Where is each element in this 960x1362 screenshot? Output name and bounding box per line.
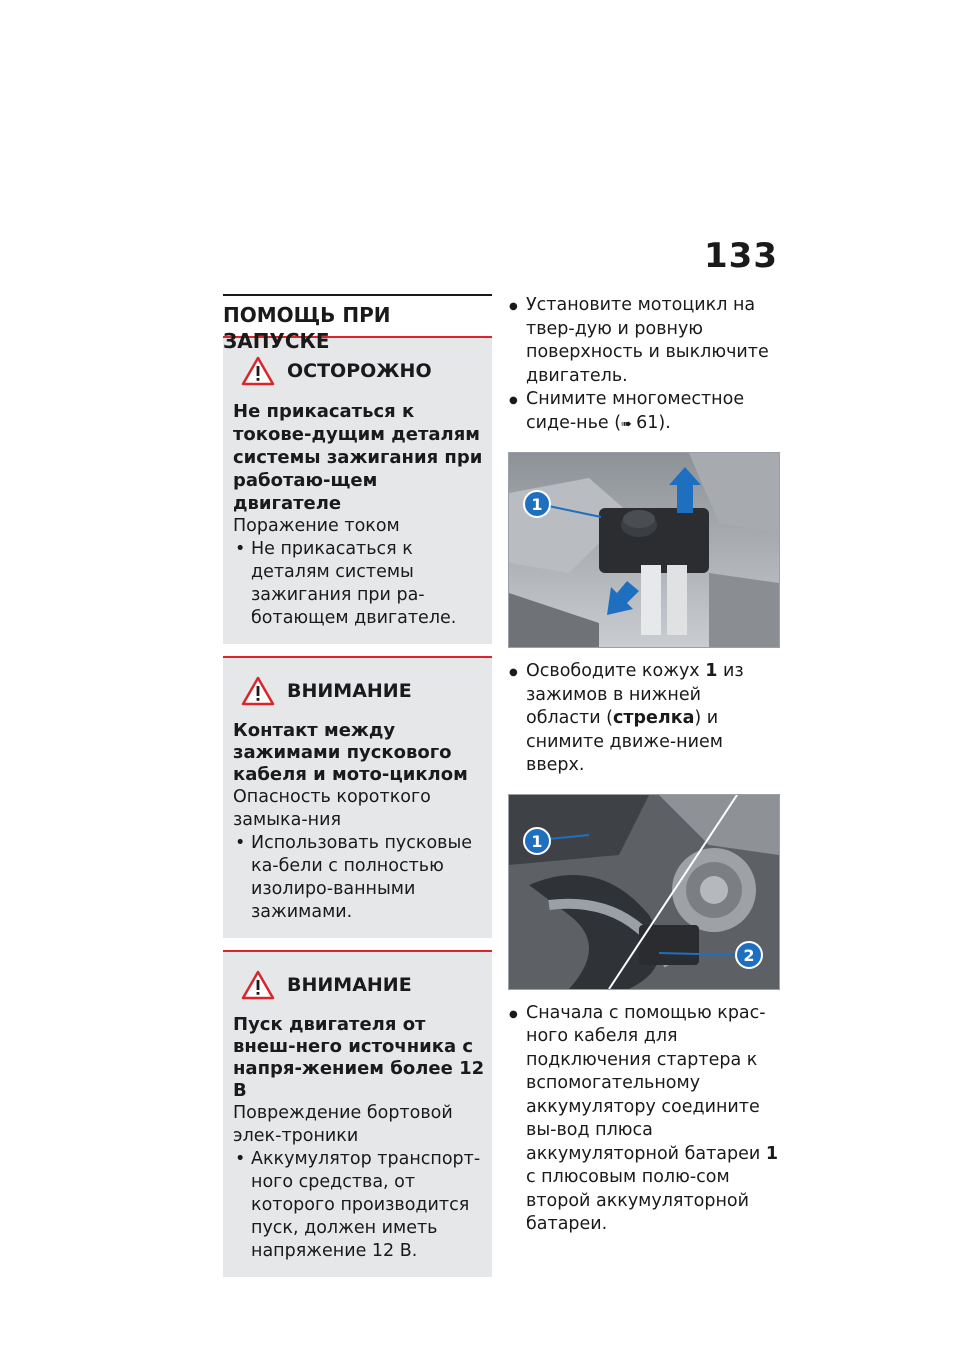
step-text: с плюсовым полю-сом второй аккумуляторной батареи. (526, 1167, 749, 1234)
warning-header (241, 354, 486, 388)
warning-headline: Контакт между зажимами пускового кабеля и мото-циклом (233, 720, 468, 785)
figure-callout: 2 (743, 945, 755, 965)
warning-consequence: Опасность короткого замыка-ния (233, 787, 431, 830)
warning-headline: Не прикасаться к токове-дущим деталям системы зажигания при работаю-щем двигателе (233, 401, 483, 514)
step-release-cover (508, 660, 780, 778)
component-number: 1 (705, 661, 718, 681)
warning-consequence: Повреждение бортовой элек-троники (233, 1103, 453, 1146)
warning-action: • Аккумулятор транспорт-ного средства, от которого производится пуск, должен иметь напряжение 12 В. (233, 1148, 486, 1263)
warning-level: ВНИМАНИЕ (287, 679, 412, 702)
warning-consequence: Поражение током (233, 516, 400, 536)
warning-box-notice-1 (223, 656, 492, 938)
warning-triangle-icon (241, 970, 275, 1000)
warning-level: ВНИМАНИЕ (287, 973, 412, 996)
figure-cover-removal (508, 452, 780, 648)
step-connect-positive (508, 1002, 780, 1237)
page-reference: 61 (636, 412, 659, 433)
right-column (508, 294, 780, 1237)
arrow-label: стрелка (613, 708, 695, 728)
section-title: ПОМОЩЬ ПРИ ЗАПУСКЕ (223, 294, 492, 332)
warning-headline: Пуск двигателя от внеш-него источника с напря-жением более 12 В (233, 1014, 485, 1101)
figure-battery-connection (508, 794, 780, 990)
figure-callout: 1 (531, 495, 543, 514)
warning-header (241, 968, 486, 1002)
step-text: Освободите кожух (526, 661, 706, 681)
warning-header (241, 674, 486, 708)
page-number: 133 (704, 236, 778, 276)
step-text: Снимите многоместное сиде-нье ( (526, 389, 745, 433)
step-text: из зажимов в нижней области ( (526, 661, 744, 728)
step-text: Сначала с помощью крас-ного кабеля для подключения стартера к вспомогательному аккумулятору соедините вы-вод плюса аккумуляторной батареи (526, 1002, 766, 1164)
warning-level: ОСТОРОЖНО (287, 359, 432, 382)
warning-action: • Использовать пусковые ка-бели с полностью изолиро-ванными зажимами. (233, 832, 486, 924)
warning-box-notice-2 (223, 950, 492, 1277)
step-park-motorcycle: ● Установите мотоцикл на твер-дую и ровную поверхность и выключите двигатель. (508, 294, 780, 388)
figure-callout: 1 (531, 831, 543, 851)
page-reference-arrow-icon: ➠ (621, 416, 637, 432)
step-remove-seat (508, 388, 780, 436)
step-text: ) и снимите движе-нием вверх. (526, 708, 723, 775)
warning-triangle-icon (241, 676, 275, 706)
warning-action: • Не прикасаться к деталям системы зажигания при ра-ботающем двигателе. (233, 538, 486, 630)
left-column (223, 294, 492, 1289)
warning-triangle-icon (241, 356, 275, 386)
warning-box-caution (223, 336, 492, 644)
step-text-end: ). (658, 412, 671, 433)
component-number: 1 (765, 1143, 779, 1164)
